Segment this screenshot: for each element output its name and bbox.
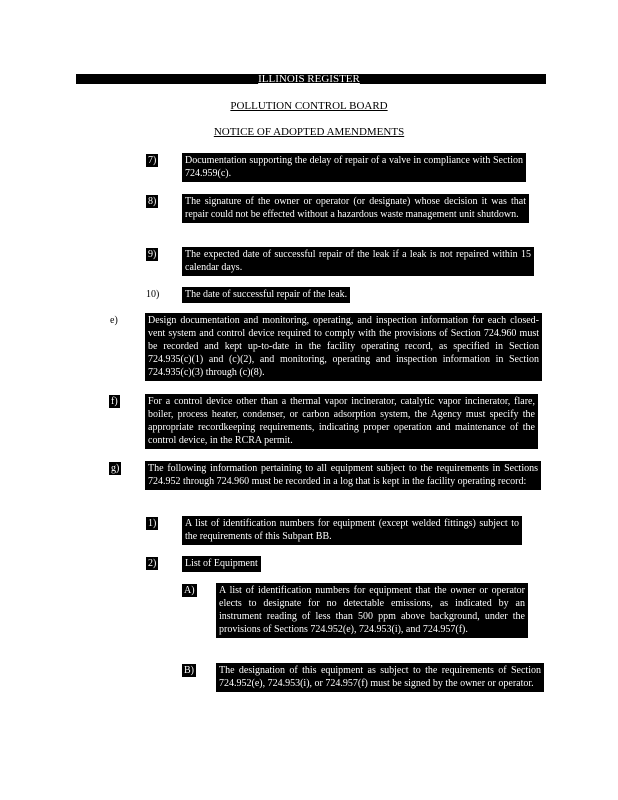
item-g2-text: List of Equipment xyxy=(182,556,261,572)
item-9-marker: 9) xyxy=(148,249,157,260)
item-e-marker: e) xyxy=(110,315,118,326)
item-g-marker: g) xyxy=(111,463,120,474)
board-title: POLLUTION CONTROL BOARD xyxy=(230,100,388,112)
item-g1-marker: 1) xyxy=(148,518,157,529)
item-gB-text: The designation of this equipment as subject to the requirements of Section 724.952(e), 724.953(i), or 724.957(f) must be signed by the owner or operator. xyxy=(216,663,544,692)
item-f-text: For a control device other than a thermal vapor incinerator, catalytic vapor incinerator, flare, boiler, process heater, condenser, or carbon adsorption system, the Agency must specify the appropriate recordkeeping requirements, indicating proper operation and maintenance of the control device, in the RCRA permit. xyxy=(145,394,538,449)
item-g1-text: A list of identification numbers for equipment (except welded fittings) subject to the requirements of this Subpart BB. xyxy=(182,516,522,545)
notice-title: NOTICE OF ADOPTED AMENDMENTS xyxy=(213,126,405,138)
item-9-text: The expected date of successful repair of the leak if a leak is not repaired within 15 calendar days. xyxy=(182,247,534,276)
item-10-marker: 10) xyxy=(146,289,160,300)
register-title xyxy=(0,73,618,85)
item-8-text: The signature of the owner or operator (or designate) whose decision it was that repair could not be effected without a hazardous waste management unit shutdown. xyxy=(182,194,529,223)
item-g2-marker: 2) xyxy=(148,558,157,569)
item-e-text: Design documentation and monitoring, operating, and inspection information for each closed-vent system and control device required to comply with the provisions of Section 724.960 must be recorded and kept up-to-date in the facility operating record, as specified in Section 724.935(c)(1) and (c)(2), and monitoring, operating and inspection information in Section 724.935(c)(3) through (c)(8). xyxy=(145,313,542,381)
register-title-text: ILLINOIS REGISTER xyxy=(258,73,360,85)
item-g-text: The following information pertaining to all equipment subject to the requirements in Sections 724.952 through 724.960 must be recorded in a log that is kept in the facility operating record: xyxy=(145,461,541,490)
item-gA-marker: A) xyxy=(184,585,195,596)
item-f-marker: f) xyxy=(111,396,118,407)
item-10-text: The date of successful repair of the leak. xyxy=(182,287,350,303)
item-8-marker: 8) xyxy=(148,196,157,207)
item-7-text: Documentation supporting the delay of repair of a valve in compliance with Section 724.959(c). xyxy=(182,153,526,182)
item-gA-text: A list of identification numbers for equipment that the owner or operator elects to designate for no detectable emissions, as indicated by an instrument reading of less than 500 ppm above background, under the provisions of Sections 724.952(e), 724.953(i), and 724.957(f). xyxy=(216,583,528,638)
item-gB-marker: B) xyxy=(184,665,194,676)
item-7-marker: 7) xyxy=(148,155,157,166)
